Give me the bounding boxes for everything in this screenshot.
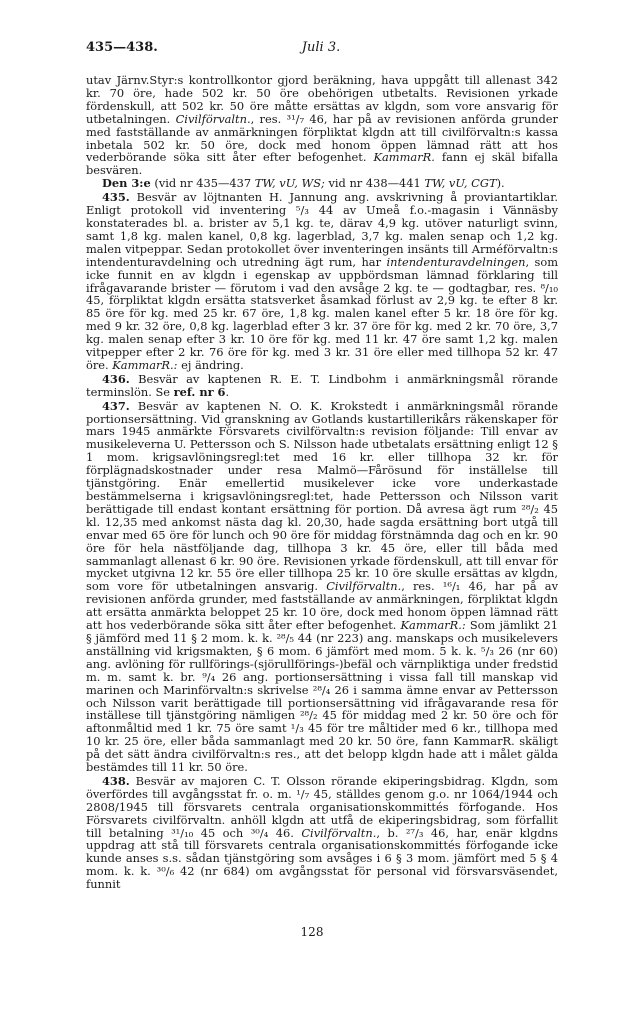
continuation-paragraph: utav Järnv.Styr:s kontrollkontor gjord beräkning, hava uppgått till allenast 342 kr. 70 öre, hade 502 kr. 50 öre obehörigen utbetalts. Revisionen yrkade fördenskull, att 502 kr. 50 öre måtte ersättas av klgdn, som vore ansvarig för utbetalningen. Civilförvaltn., res. ³¹/₇ 46, har på av revisionen anförda grunder med fastställande av anmärkningen förpliktat klgdn att till civilförvaltn:s kassa inbetala 502 kr. 50 öre, dock med honom öppen lämnad rätt att hos vederbörande söka sitt åter efter befogenhet. KammarR. fann ej skäl bifalla besvären. — [86, 73, 559, 178]
kammarratt-reference: KammarR. — [373, 150, 435, 165]
section-number: 438. — [102, 773, 130, 788]
cross-reference: ref. nr 6 — [173, 384, 226, 399]
section-435: 435. Besvär av löjtnanten H. Jannung ang. avskrivning å proviantartiklar. Enligt protokoll vid inventering ⁵/₃ 44 av Umeå f.o.-magasin i Vännäsby konstaterades bl. a. brister av 5,1 kg. te, därav 4,9 kg. utöver naturligt svinn, samt 1,8 kg. malen kanel, 0,8 kg. lagerblad, 3,7 kg. malen senap och 1,2 kg. malen vitpeppar. Sedan protokollet över inventeringen insänts till Arméförvaltn:s intendenturavdelning och utredning ägt rum, har intendenturavdelningen, som icke funnit en av klgdn i egenskap av uppbördsman lämnad förklaring till ifrågavarande brister — förutom i vad den avsåge 2 kg. te — godtagbar, res. ⁸/₁₀ 45, förpliktat klgdn ersätta statsverket åsamkad förlust av 2,9 kg. te efter 8 kr. 85 öre för kg. med 25 kr. 67 öre, 1,8 kg. malen kanel efter 5 kr. 18 öre för kg. med 9 kr. 32 öre, 0,8 kg. lagerblad efter 3 kr. 37 öre för kg. med 2 kr. 70 öre, 3,7 kg. malen senap efter 3 kr. 10 öre för kg. med 11 kr. 47 öre samt 1,2 kg. malen vitpepper efter 2 kr. 76 öre för kg. med 3 kr. 31 öre eller med tillhopa 52 kr. 47 öre. KammarR.: ej ändring. — [86, 190, 559, 372]
section-438: 438. Besvär av majoren C. T. Olsson rörande ekiperingsbidrag. Klgdn, som överfördes till avgångsstat fr. o. m. ¹/₇ 45, ställdes genom g.o. nr 1064/1944 och 2808/1945 till försvarets centrala organisationskommittés förfogande. Hos Försvarets civilförvaltn. anhöll klgdn att utfå de ekiperingsbidrag, som förfallit till betalning ³¹/₁₀ 45 och ³⁰/₄ 46. Civilförvaltn., b. ²⁷/₃ 46, har, enär klgdns uppdrag att stå till försvarets centrala organisationskommittés förfogande icke kunde anses s.s. sådan tjänstgöring som avsåges i 6 § 3 mom. jämfört med 5 § 4 mom. k. k. ³⁰/₆ 42 (nr 684) om avgångsstat för personal vid försvarsväsendet, funnit — [86, 773, 558, 892]
body-text — [86, 74, 558, 891]
section-436: 436. Besvär av kaptenen R. E. T. Lindbohm i anmärkningsmål rörande terminslön. Se ref. nr 6. — [86, 371, 558, 399]
page-number: 128 — [300, 925, 324, 939]
running-head — [86, 40, 556, 56]
running-date: Juli 3. — [301, 40, 341, 55]
section-number: 436. — [102, 371, 130, 386]
section-number: 435. — [102, 190, 130, 205]
section-range: 435—438. — [86, 40, 158, 55]
section-437: 437. Besvär av kaptenen N. O. K. Krokstedt i anmärkningsmål rörande portionsersättning. Vid granskning av Gotlands kustartillerikårs räkenskaper för mars 1945 anmärkte Försvarets civilförvaltn:s revision följande: Till envar av musikeleverna U. Pettersson och S. Nilsson hade utbetalats ersättning enligt 12 § 1 mom. krigsavlöningsregl:tet med 16 kr. eller tillhopa 32 kr. för förplägnadskostnader under resa Malmö—Fårösund för inställelse till tjänstgöring. Enär emellertid musikelever icke vore underkastade bestämmelserna i krigsavlöningsregl:tet, hade Pettersson och Nilsson varit berättigade till endast kontant ersättning för portion. Då avresa ägt rum ²⁸/₂ 45 kl. 12,35 med ankomst nästa dag kl. 20,30, hade sagda ersättning bort utgå till envar med 65 öre för lunch och 90 öre för middag förstnämnda dag och en kr. 90 öre för hela nästföljande dag, tillhopa 3 kr. 45 öre, eller till båda med sammanlagt allenast 6 kr. 90 öre. Revisionen yrkade fördenskull, att till envar för mycket utgivna 12 kr. 55 öre eller tillhopa 25 kr. 10 öre skulle ersättas av klgdn, som vore för utbetalningen ansvarig. Civilförvaltn., res. ¹⁶/₁ 46, har på av revisionen anförda grunder, med fastställande av anmärkningen, förpliktat klgdn att ersätta anmärkta beloppet 25 kr. 10 öre, dock med honom öppen lämnad rätt att hos vederbörande söka sitt åter efter befogenhet. KammarR.: Som jämlikt 21 § jämförd med 11 § 2 mom. k. k. ²⁸/₅ 44 (nr 223) ang. manskaps och musikelevers anställning vid krigsmakten, § 6 mom. 6 jämfört med mom. 5 k. k. ⁵/₃ 26 (nr 60) ang. avlöning för rullförings-(sjörullförings-)befäl och värnpliktiga under fredstid m. m. samt k. br. ⁹/₄ 26 ang. portionsersättning i vissa fall till manskap vid marinen och Marinförvaltn:s skrivelse ²⁸/₄ 26 i samma ämne envar av Pettersson och Nilsson varit berättigade till portionsersättning vid ifrågavarande resa för inställese till tjänstgöring nämligen ²⁸/₂ 45 för middag med 2 kr. 50 öre och för aftonmåltid med 1 kr. 75 öre samt ¹/₃ 45 för tre måltider med 6 kr., tillhopa med 10 kr. 25 öre, eller båda sammanlagt med 20 kr. 50 öre, fann KammarR. skäligt på det sätt ändra civilförvaltn:s res., att det belopp klgdn hade att i målet gälda bestämdes till 11 kr. 50 öre. — [86, 398, 559, 775]
day-label: Den 3:e — [102, 176, 151, 191]
reference: Civilförvaltn. — [175, 111, 251, 126]
section-number: 437. — [102, 398, 130, 413]
day-heading: Den 3:e (vid nr 435—437 TW, vU, WS; vid nr 438—441 TW, vU, CGT). — [102, 176, 505, 191]
